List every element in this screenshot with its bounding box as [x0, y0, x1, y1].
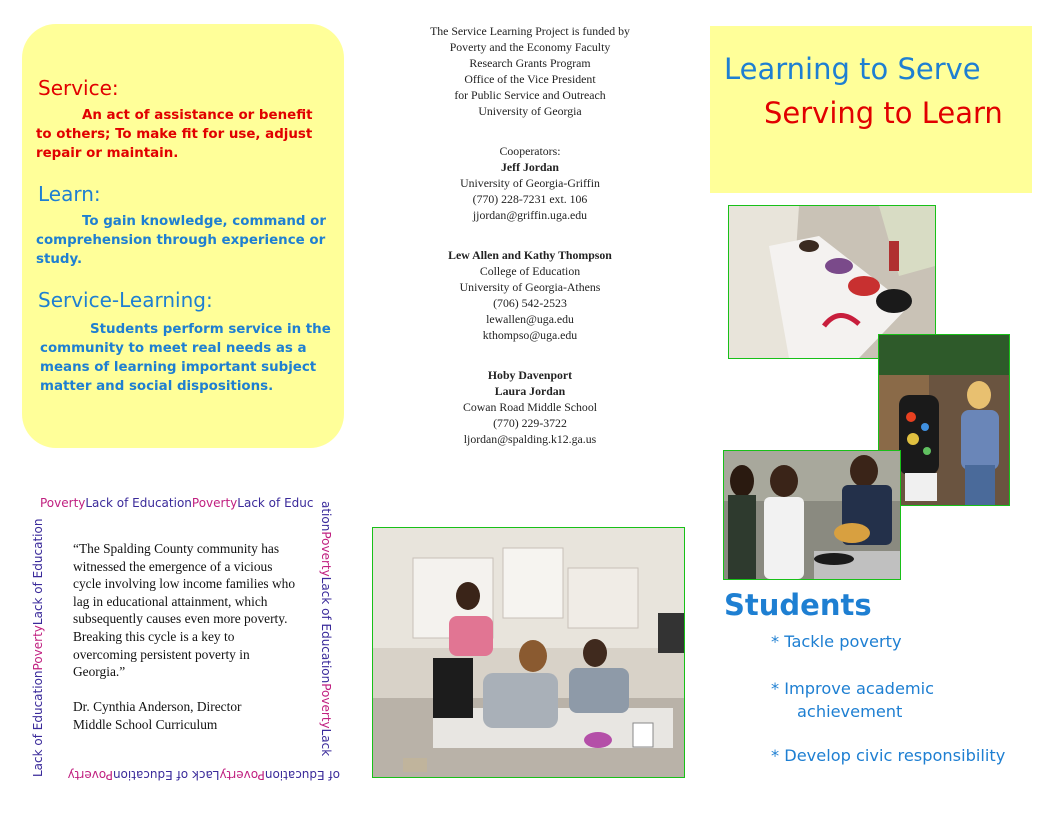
students-item: * Tackle poverty	[771, 632, 902, 651]
contact-phone: (770) 228-7231 ext. 106	[472, 192, 588, 206]
title-line-1: Learning to Serve	[724, 52, 981, 86]
title-line-2: Serving to Learn	[764, 96, 1003, 130]
learn-definition: To gain knowledge, command or comprehension through experience or study.	[36, 214, 326, 267]
students-item: * Develop civic responsibility	[771, 746, 1006, 765]
credits-column	[372, 23, 688, 447]
service-term: Service:	[38, 76, 119, 100]
funding-line: The Service Learning Project is funded by	[430, 24, 630, 38]
funding-line: Poverty and the Economy Faculty	[449, 40, 611, 54]
frame-text-left: Lack of EducationPovertyLack of Education	[31, 518, 45, 777]
learn-term: Learn:	[38, 182, 101, 206]
students-heading: Students	[724, 588, 872, 622]
contact-email: jjordan@griffin.uga.edu	[472, 208, 588, 222]
contact-org: University of Georgia-Griffin	[460, 176, 600, 190]
service-learning-definition: Students perform service in the community to meet real needs as a means of learning important subject matter and social dispositions.	[40, 322, 331, 394]
title-panel	[710, 26, 1032, 193]
meeting-photo	[372, 527, 685, 778]
service-definition: An act of assistance or benefit to others; To make fit for use, adjust repair or maintain.	[36, 108, 313, 161]
funding-line: Research Grants Program	[469, 56, 591, 70]
service-learning-term: Service-Learning:	[38, 288, 213, 312]
meeting-photo-illustration	[373, 528, 684, 777]
contact-name: Hoby Davenport	[487, 368, 573, 382]
quote-author: Dr. Cynthia Anderson, Director	[73, 699, 242, 714]
contact-org: College of Education	[479, 264, 581, 278]
contact-phone: (770) 229-3722	[493, 416, 567, 430]
quote-frame	[28, 494, 338, 784]
contact-org: University of Georgia-Athens	[459, 280, 601, 294]
frame-text-top: PovertyLack of EducationPovertyLack of Educ	[40, 496, 314, 510]
contact-name: Lew Allen and Kathy Thompson	[448, 248, 612, 262]
contact-org: Cowan Road Middle School	[462, 400, 598, 414]
contact-email: kthompso@uga.edu	[482, 328, 578, 342]
cooking-service-photo	[723, 450, 901, 580]
frame-text-bottom: of EducationPovertyLack of EducationPoverty	[67, 768, 340, 782]
students-item: * Improve academic	[771, 679, 935, 698]
contact-name: Laura Jordan	[494, 384, 566, 398]
contact-phone: (706) 542-2523	[493, 296, 567, 310]
contact-email: ljordan@spalding.k12.ga.us	[463, 432, 597, 446]
quote-author-title: Middle School Curriculum	[73, 717, 218, 732]
cooperators-label: Cooperators:	[499, 144, 561, 158]
quote-signature	[73, 698, 303, 734]
funding-line: University of Georgia	[478, 104, 582, 118]
contact-name: Jeff Jordan	[501, 160, 559, 174]
contact-email: lewallen@uga.edu	[486, 312, 574, 326]
frame-text-right: ationPovertyLack of EducationPovertyLack	[319, 501, 333, 757]
quote-text: “The Spalding County community has witnessed the emergence of a vicious cycle involving low income families who lag in educational attainment, which subsequently causes even more poverty. Breaking this cycle is a key to overcoming persistent poverty in Georgia.”	[73, 541, 296, 680]
definitions-panel	[22, 24, 344, 448]
funding-line: for Public Service and Outreach	[454, 88, 606, 102]
students-item-continuation: achievement	[797, 702, 903, 721]
funding-line: Office of the Vice President	[464, 72, 596, 86]
